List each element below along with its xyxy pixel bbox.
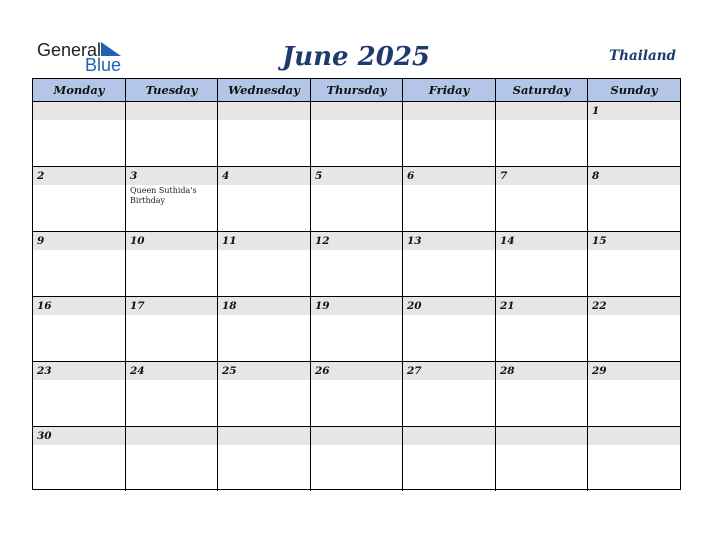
day-number: 18 xyxy=(222,300,237,312)
day-cell[interactable] xyxy=(218,167,311,231)
weekday-header-thursday: Thursday xyxy=(311,79,403,101)
day-number-band xyxy=(588,167,680,185)
week-row xyxy=(33,297,680,362)
week-row xyxy=(33,102,680,167)
weeks-container xyxy=(33,102,680,491)
day-number-band xyxy=(126,167,217,185)
day-number: 28 xyxy=(500,365,515,377)
day-number: 7 xyxy=(500,170,508,182)
day-number-band xyxy=(588,427,680,445)
day-number-band xyxy=(33,167,125,185)
day-number-band xyxy=(126,102,217,120)
logo-word-blue: Blue xyxy=(85,55,122,75)
day-cell[interactable] xyxy=(126,102,218,166)
day-number: 15 xyxy=(592,235,607,247)
logo-word-general: General xyxy=(37,40,102,60)
day-cell[interactable] xyxy=(403,167,496,231)
day-number-band xyxy=(33,232,125,250)
day-cell[interactable] xyxy=(403,102,496,166)
day-number: 8 xyxy=(592,170,600,182)
day-number: 6 xyxy=(407,170,415,182)
day-number: 14 xyxy=(500,235,515,247)
week-row xyxy=(33,427,680,491)
weekday-header-wednesday: Wednesday xyxy=(218,79,311,101)
day-number: 19 xyxy=(315,300,330,312)
day-cell[interactable] xyxy=(496,167,588,231)
day-cell[interactable] xyxy=(126,167,218,231)
day-cell[interactable] xyxy=(218,297,311,361)
weekday-header-friday: Friday xyxy=(403,79,496,101)
day-number: 13 xyxy=(407,235,422,247)
day-number-band xyxy=(218,102,310,120)
day-cell[interactable] xyxy=(311,232,403,296)
day-cell[interactable] xyxy=(126,427,218,491)
day-cell[interactable] xyxy=(218,362,311,426)
day-number-band xyxy=(218,427,310,445)
day-number-band xyxy=(496,102,587,120)
day-cell[interactable] xyxy=(588,232,680,296)
day-cell[interactable] xyxy=(311,167,403,231)
day-cell[interactable] xyxy=(33,427,126,491)
day-cell[interactable] xyxy=(496,297,588,361)
calendar-title: June 2025 xyxy=(281,42,431,72)
day-number-band xyxy=(588,102,680,120)
day-number: 16 xyxy=(37,300,52,312)
day-cell[interactable] xyxy=(311,362,403,426)
day-cell[interactable] xyxy=(311,102,403,166)
day-number: 11 xyxy=(222,235,237,247)
week-row xyxy=(33,232,680,297)
day-number: 4 xyxy=(222,170,230,182)
day-number: 10 xyxy=(130,235,145,247)
day-number: 21 xyxy=(500,300,515,312)
day-cell[interactable] xyxy=(311,297,403,361)
week-row xyxy=(33,167,680,232)
weekday-header-row xyxy=(33,79,680,102)
weekday-header-tuesday: Tuesday xyxy=(126,79,218,101)
week-row xyxy=(33,362,680,427)
day-number: 2 xyxy=(37,170,45,182)
day-cell[interactable] xyxy=(588,362,680,426)
day-number: 9 xyxy=(37,235,45,247)
day-number-band xyxy=(126,427,217,445)
day-number-band xyxy=(403,167,495,185)
day-number-band xyxy=(311,167,402,185)
day-number: 24 xyxy=(130,365,145,377)
day-cell[interactable] xyxy=(33,232,126,296)
day-number-band xyxy=(218,167,310,185)
day-cell[interactable] xyxy=(33,297,126,361)
day-number-band xyxy=(311,427,402,445)
day-cell[interactable] xyxy=(588,297,680,361)
day-cell[interactable] xyxy=(496,102,588,166)
day-number-band xyxy=(496,427,587,445)
day-cell[interactable] xyxy=(403,232,496,296)
day-number-band xyxy=(403,102,495,120)
day-number: 26 xyxy=(315,365,330,377)
day-number: 1 xyxy=(592,105,600,117)
day-number-band xyxy=(496,167,587,185)
day-cell[interactable] xyxy=(218,232,311,296)
day-cell[interactable] xyxy=(218,102,311,166)
day-cell[interactable] xyxy=(496,427,588,491)
day-cell[interactable] xyxy=(311,427,403,491)
day-number: 23 xyxy=(37,365,52,377)
day-number: 20 xyxy=(407,300,422,312)
day-cell[interactable] xyxy=(588,427,680,491)
day-number: 17 xyxy=(130,300,145,312)
day-cell[interactable] xyxy=(403,297,496,361)
weekday-header-monday: Monday xyxy=(33,79,126,101)
day-number: 22 xyxy=(592,300,607,312)
day-number: 29 xyxy=(592,365,607,377)
day-cell[interactable] xyxy=(126,297,218,361)
holiday-event: Queen Suthida's Birthday xyxy=(130,186,197,205)
weekday-header-sunday: Sunday xyxy=(588,79,680,101)
country-label: Thailand xyxy=(609,48,676,64)
day-cell[interactable] xyxy=(218,427,311,491)
day-cell[interactable] xyxy=(588,102,680,166)
weekday-header-saturday: Saturday xyxy=(496,79,588,101)
day-number: 5 xyxy=(315,170,323,182)
day-cell[interactable] xyxy=(126,232,218,296)
day-number: 27 xyxy=(407,365,422,377)
day-cell[interactable] xyxy=(403,362,496,426)
day-number-band xyxy=(403,427,495,445)
day-cell[interactable] xyxy=(33,167,126,231)
day-number: 12 xyxy=(315,235,330,247)
day-number: 30 xyxy=(37,430,52,442)
day-cell[interactable] xyxy=(33,362,126,426)
day-number: 3 xyxy=(130,170,138,182)
day-cell[interactable] xyxy=(126,362,218,426)
day-cell[interactable] xyxy=(496,362,588,426)
day-cell[interactable] xyxy=(496,232,588,296)
day-number-band xyxy=(311,102,402,120)
day-cell[interactable] xyxy=(588,167,680,231)
day-cell[interactable] xyxy=(403,427,496,491)
day-number-band xyxy=(33,102,125,120)
calendar-grid xyxy=(32,78,681,490)
day-cell[interactable] xyxy=(33,102,126,166)
day-number: 25 xyxy=(222,365,237,377)
